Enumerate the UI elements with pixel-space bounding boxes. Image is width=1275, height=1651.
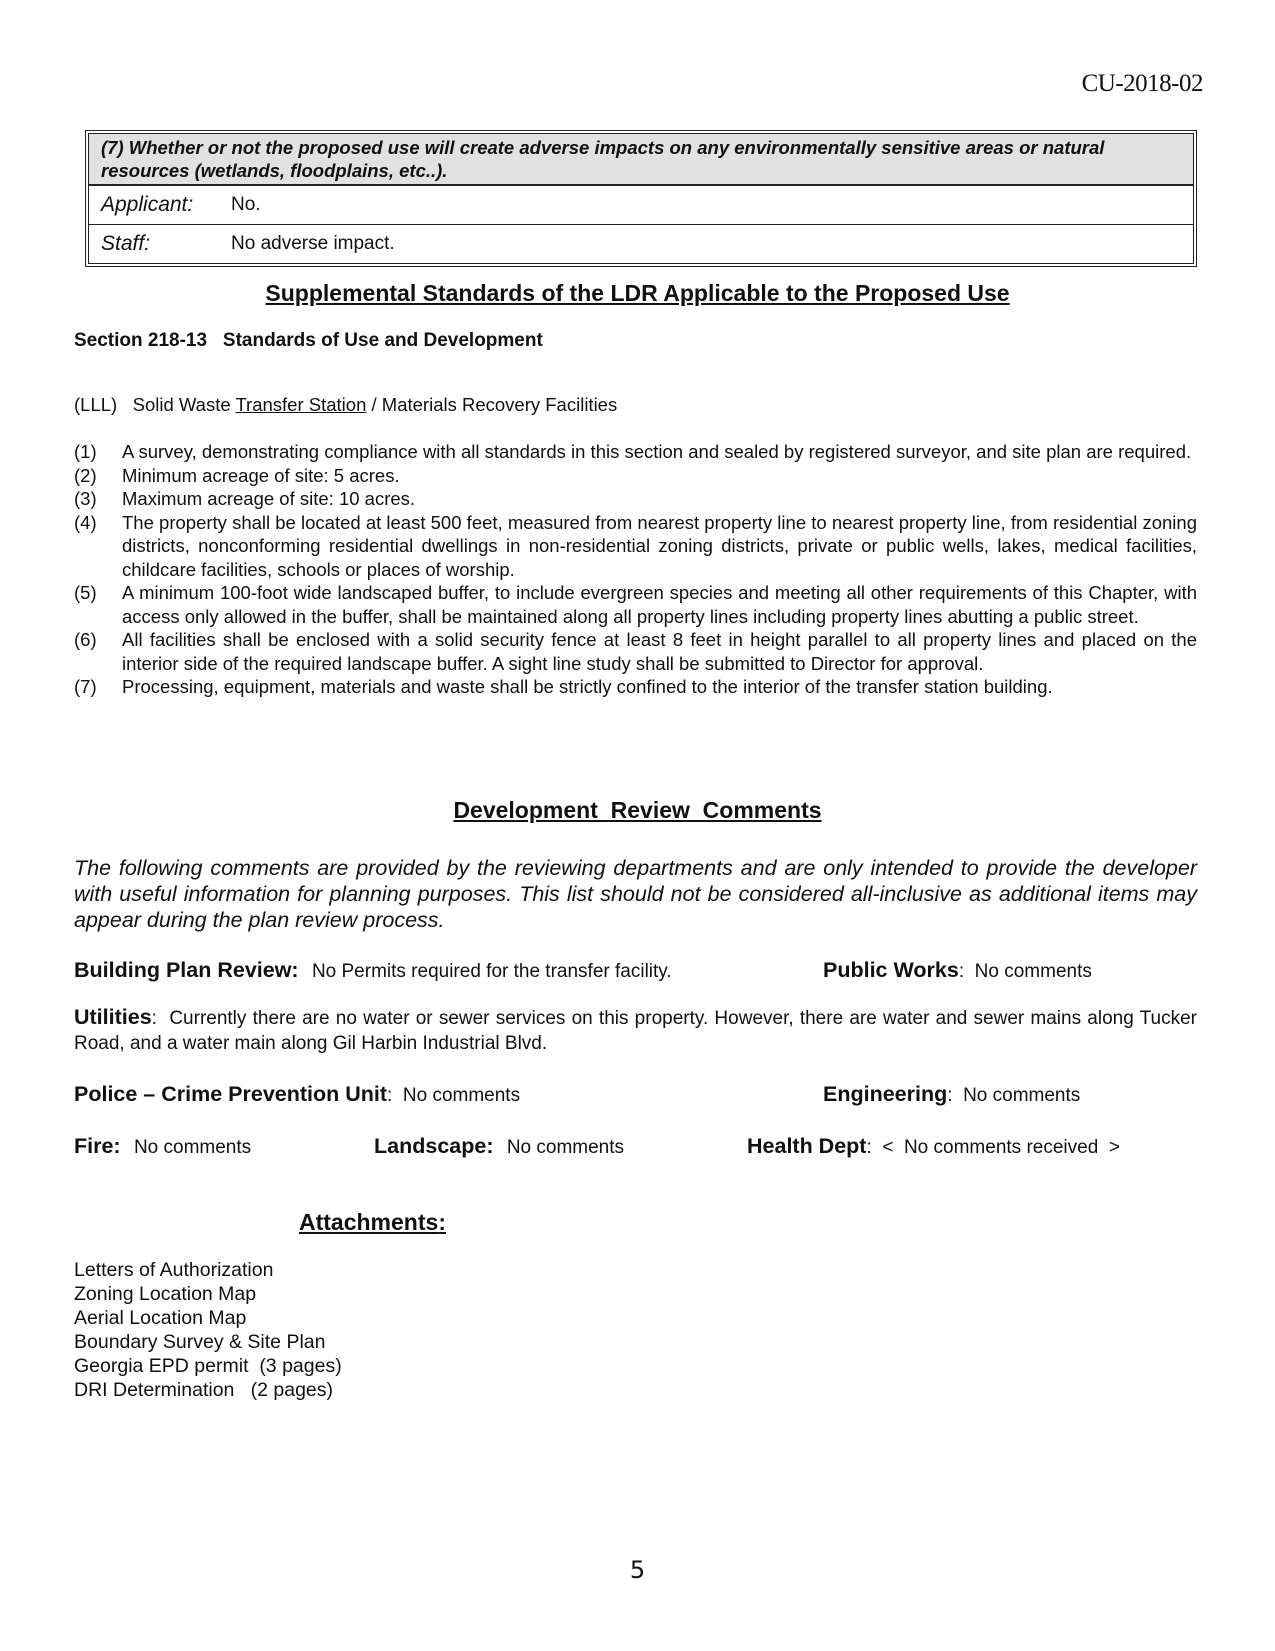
list-item: DRI Determination (2 pages) bbox=[74, 1379, 334, 1401]
staff-answer: No adverse impact. bbox=[231, 233, 395, 254]
utilities-value: Currently there are no water or sewer services on this property. However, there are water and sewer mains along Tucker Road, and a water main along Gil Harbin Industrial Blvd. bbox=[74, 1008, 1197, 1054]
review-intro: The following comments are provided by the reviewing departments and are only intended to provide the developer with useful information for planning purposes. This list should not be considered all-inclusive as additional items may appear during the plan review process. bbox=[74, 856, 1197, 932]
staff-label: Staff: bbox=[101, 232, 151, 255]
standard-number: (5) bbox=[74, 582, 97, 603]
engineering-comment: Engineering: No comments bbox=[823, 1082, 1081, 1106]
applicant-answer: No. bbox=[231, 194, 261, 215]
supplemental-heading: Supplemental Standards of the LDR Applicable to the Proposed Use bbox=[265, 280, 1010, 306]
attachments-list bbox=[74, 1258, 342, 1402]
standard-text: All facilities shall be enclosed with a solid security fence at least 8 feet in height parallel to all property lines and placed on the interior side of the required landscape buffer. A sight line study shall be submitted to Director for approval. bbox=[122, 629, 1197, 674]
public-works: Public Works: No comments bbox=[823, 958, 1092, 982]
standard-number: (6) bbox=[74, 629, 97, 650]
engineering-label: Engineering bbox=[823, 1082, 948, 1106]
standard-text: Minimum acreage of site: 5 acres. bbox=[122, 464, 400, 486]
list-item bbox=[74, 440, 1197, 464]
list-item bbox=[74, 581, 1197, 628]
case-number: CU-2018-02 bbox=[1081, 70, 1203, 97]
attachments-heading: Attachments: bbox=[299, 1209, 446, 1235]
standard-number: (3) bbox=[74, 488, 97, 509]
list-item: Aerial Location Map bbox=[74, 1307, 247, 1329]
standard-text: A survey, demonstrating compliance with all standards in this section and sealed by registered surveyor, and site plan are required. bbox=[122, 441, 1192, 462]
list-item bbox=[74, 675, 1197, 699]
health-label: Health Dept bbox=[747, 1134, 867, 1158]
landscape-comment bbox=[374, 1134, 624, 1159]
list-item: Boundary Survey & Site Plan bbox=[74, 1331, 326, 1353]
list-item bbox=[74, 511, 1197, 582]
standard-text: The property shall be located at least 500 feet, measured from nearest property line to nearest property line, from residential zoning districts, nonconforming residential dwellings in non-residential zoning districts, private or public wells, lakes, medical facilities, childcare facilities, schools or places of worship. bbox=[122, 511, 1197, 580]
engineering-value: No comments bbox=[963, 1085, 1081, 1106]
police-comment: Police – Crime Prevention Unit: No comments bbox=[74, 1082, 521, 1106]
health-value: < No comments received > bbox=[882, 1137, 1120, 1158]
police-label: Police – Crime Prevention Unit bbox=[74, 1082, 388, 1106]
landscape-label: Landscape: bbox=[374, 1134, 494, 1158]
criterion-text: (7) Whether or not the proposed use will create adverse impacts on any environmentally sensitive areas or natural resources (wetlands, floodplains, etc..). bbox=[89, 134, 1193, 186]
list-item bbox=[74, 464, 1197, 488]
page-number: 5 bbox=[629, 1556, 646, 1584]
utilities-label: Utilities bbox=[74, 1005, 152, 1029]
use-underlined: Transfer Station bbox=[235, 394, 367, 415]
use-suffix: / Materials Recovery Facilities bbox=[366, 394, 618, 415]
standard-text: A minimum 100-foot wide landscaped buffer, to include evergreen species and meeting all other requirements of this Chapter, with access only allowed in the buffer, shall be maintained along all property lines including property lines abutting a public street. bbox=[122, 582, 1197, 627]
fire-comment bbox=[74, 1134, 251, 1159]
building-plan-review bbox=[74, 958, 672, 983]
fire-label: Fire: bbox=[74, 1134, 121, 1158]
public-works-value: No comments bbox=[974, 961, 1092, 982]
criterion-table bbox=[85, 130, 1197, 267]
fire-value: No comments bbox=[133, 1137, 252, 1158]
list-item bbox=[74, 487, 1197, 511]
standard-number: (2) bbox=[74, 464, 97, 486]
standards-list bbox=[74, 440, 1197, 699]
section-heading: Section 218-13 Standards of Use and Development bbox=[74, 330, 543, 351]
list-item: Letters of Authorization bbox=[74, 1259, 274, 1281]
standard-number: (1) bbox=[74, 441, 97, 462]
standard-number: (4) bbox=[74, 511, 97, 533]
review-heading: Development Review Comments bbox=[453, 797, 822, 823]
police-value: No comments bbox=[402, 1085, 521, 1106]
utilities-comment: Utilities: Currently there are no water or sewer services on this property. However, there are water and sewer mains along Tucker Road, and a water main along Gil Harbin Industrial Blvd. bbox=[74, 1005, 1197, 1054]
standard-text: Maximum acreage of site: 10 acres. bbox=[122, 488, 416, 509]
standard-number: (7) bbox=[74, 676, 97, 697]
building-label: Building Plan Review: bbox=[74, 958, 299, 982]
landscape-value: No comments bbox=[506, 1137, 625, 1158]
public-works-label: Public Works bbox=[823, 958, 959, 982]
building-value: No Permits required for the transfer facility. bbox=[311, 961, 672, 982]
list-item bbox=[74, 628, 1197, 675]
use-prefix: (LLL) Solid Waste bbox=[74, 394, 236, 415]
applicant-row bbox=[89, 186, 1193, 224]
standard-text: Processing, equipment, materials and waste shall be strictly confined to the interior of the transfer station building. bbox=[122, 676, 1053, 697]
applicant-label: Applicant: bbox=[101, 193, 194, 216]
list-item: Zoning Location Map bbox=[74, 1283, 257, 1305]
list-item: Georgia EPD permit (3 pages) bbox=[74, 1355, 342, 1377]
health-comment: Health Dept: < No comments received > bbox=[747, 1134, 1120, 1158]
staff-row bbox=[89, 224, 1193, 263]
use-title bbox=[74, 393, 617, 417]
